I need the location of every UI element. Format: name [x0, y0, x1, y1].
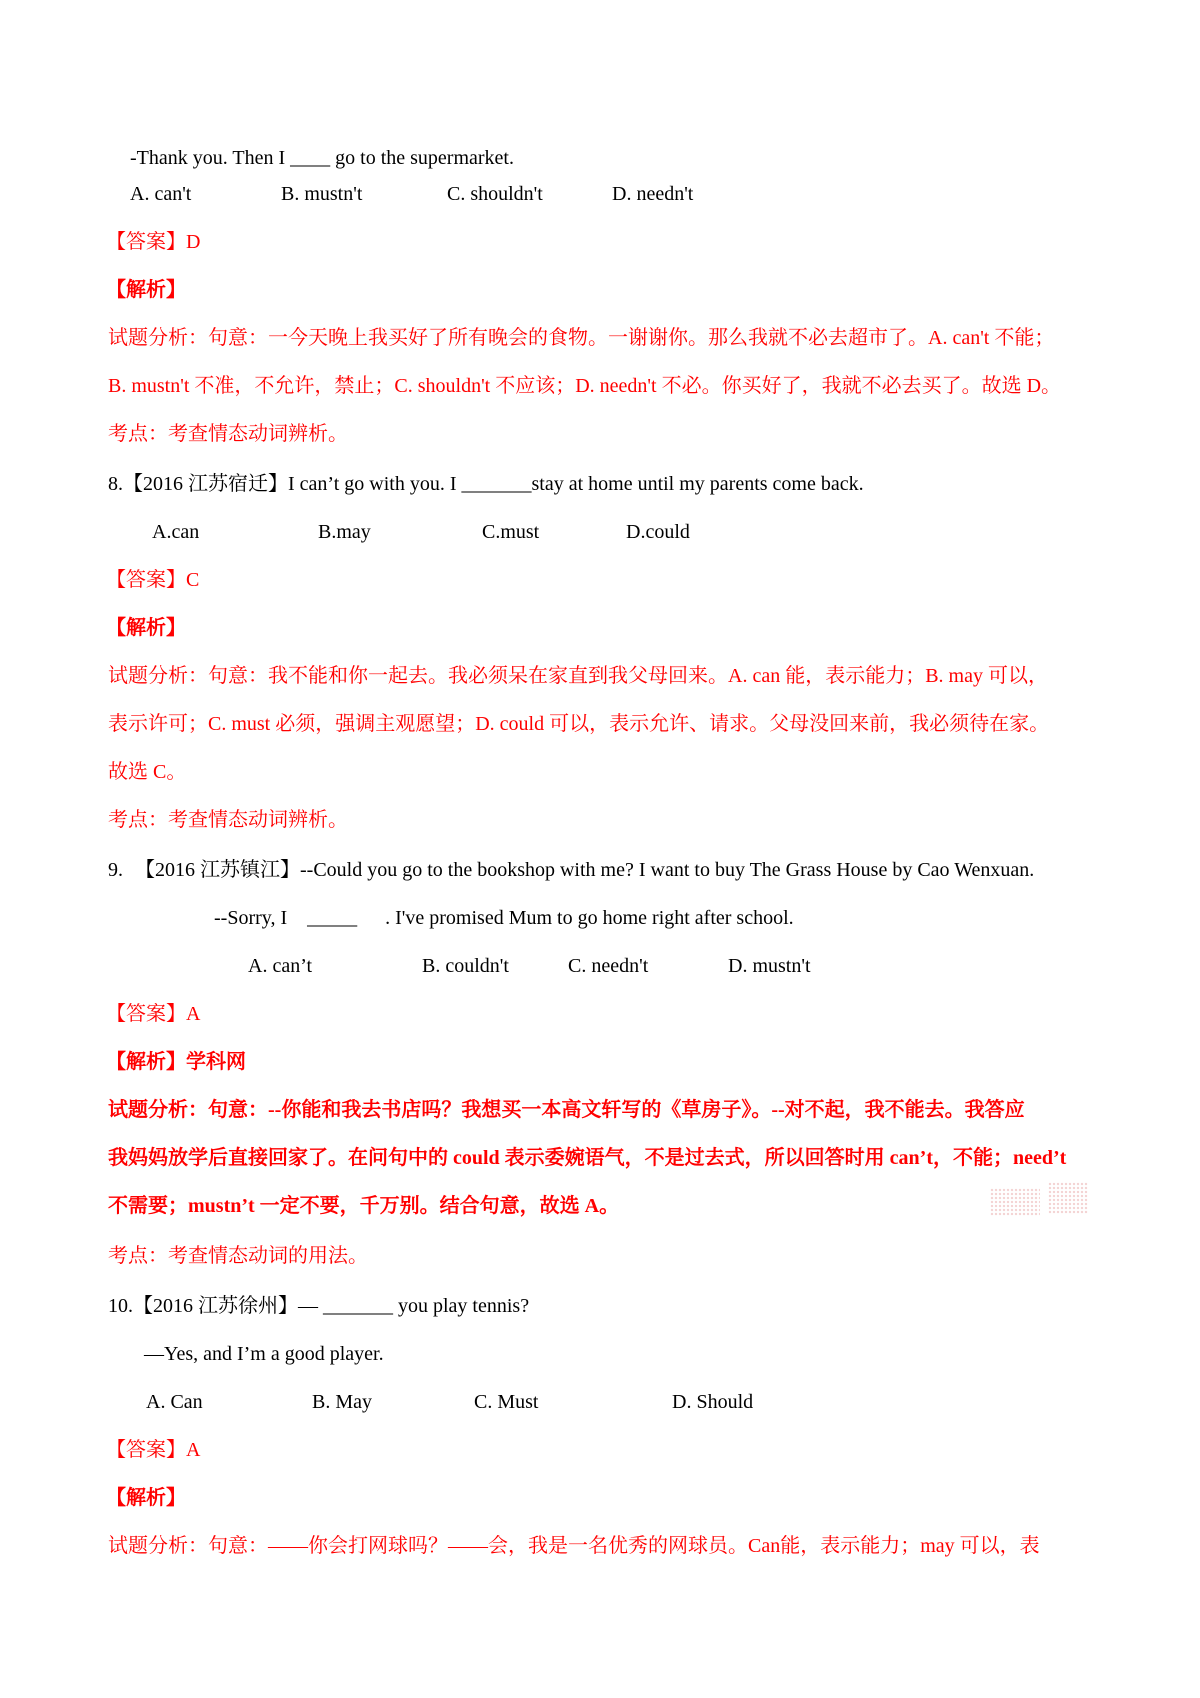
- q8-analysis-line-1: 试题分析：句意：我不能和你一起去。我必须呆在家直到我父母回来。A. can 能，表示能力；B. may 可以，: [108, 665, 1048, 687]
- q7-analysis-line-2: B. mustn't 不准，不允许，禁止；C. shouldn't 不应该；D. needn't 不必。你买好了，我就不必去买了。故选 D。: [108, 375, 1062, 397]
- q9-option-d: D. mustn't: [728, 955, 811, 977]
- analysis-label-suffix: 学科网: [186, 1051, 246, 1073]
- q7-point: 考点：考查情态动词辨析。: [108, 423, 348, 445]
- q9-analysis-line-2: 我妈妈放学后直接回家了。在问句中的 could 表示委婉语气，不是过去式，所以回答时用 can’t，不能；need’t: [108, 1147, 1067, 1169]
- q7-option-d: D. needn't: [612, 183, 694, 205]
- q9-stem-line: [108, 858, 1034, 882]
- watermark-pattern: [990, 1188, 1040, 1216]
- reply-end: . I've promised Mum to go home right after school.: [385, 907, 794, 929]
- q9-option-c: C. needn't: [568, 955, 649, 977]
- q9-analysis-line-1: 试题分析：句意：--你能和我去书店吗？我想买一本高文轩写的《草房子》。--对不起，我不能去。我答应: [108, 1099, 1025, 1121]
- reply-blank: _____: [307, 907, 358, 929]
- q8-answer: [106, 568, 199, 592]
- answer-value: D: [186, 231, 201, 253]
- question-source: 【2016 江苏徐州】: [133, 1295, 298, 1317]
- q9-analysis-line-3: 不需要；mustn’t 一定不要，千万别。结合句意，故选 A。: [108, 1195, 620, 1217]
- answer-label: 【答案】: [106, 1003, 186, 1025]
- q10-stem-line: [108, 1294, 529, 1318]
- question-stem: — _______ you play tennis?: [298, 1295, 530, 1317]
- question-stem: I can’t go with you. I _______stay at home until my parents come back.: [288, 473, 864, 495]
- question-stem: --Could you go to the bookshop with me? I want to buy The Grass House by Cao Wenxuan.: [300, 859, 1035, 881]
- q7-option-a: A. can't: [130, 183, 192, 205]
- answer-value: A: [186, 1439, 201, 1461]
- q7-answer: [106, 230, 200, 254]
- q10-option-c: C. Must: [474, 1391, 539, 1413]
- q7-option-c: C. shouldn't: [447, 183, 543, 205]
- q9-analysis-label: [106, 1050, 246, 1074]
- q10-analysis-line-1: 试题分析：句意：——你会打网球吗？——会，我是一名优秀的网球员。Can能，表示能力；may 可以，表: [108, 1535, 1040, 1557]
- answer-label: 【答案】: [106, 231, 186, 253]
- q9-option-a: A. can’t: [248, 955, 313, 977]
- q8-analysis-line-2: 表示许可；C. must 必须，强调主观愿望；D. could 可以，表示允许、请求。父母没回来前，我必须待在家。: [108, 713, 1050, 735]
- analysis-label-text: 【解析】: [106, 1051, 186, 1073]
- q10-answer: [106, 1438, 200, 1462]
- q7-analysis-line-1: 试题分析：句意：一今天晚上我买好了所有晚会的食物。一谢谢你。那么我就不必去超市了。A. can't 不能；: [108, 327, 1055, 349]
- q9-point: 考点：考查情态动词的用法。: [108, 1245, 368, 1267]
- q9-reply-line: [214, 906, 794, 930]
- q10-option-d: D. Should: [672, 1391, 754, 1413]
- answer-label: 【答案】: [106, 1439, 186, 1461]
- q9-option-b: B. couldn't: [422, 955, 509, 977]
- watermark-pattern: [1048, 1182, 1088, 1214]
- q10-option-b: B. May: [312, 1391, 372, 1413]
- q8-option-d: D.could: [626, 521, 690, 543]
- q8-option-a: A.can: [152, 521, 200, 543]
- question-number: 10.: [108, 1295, 133, 1317]
- q8-analysis-line-3: 故选 C。: [108, 761, 187, 783]
- q10-reply-line: —Yes, and I’m a good player.: [144, 1343, 384, 1365]
- reply-start: --Sorry, I: [214, 907, 288, 929]
- q10-option-a: A. Can: [146, 1391, 203, 1413]
- q7-option-b: B. mustn't: [281, 183, 363, 205]
- q10-analysis-label: 【解析】: [106, 1487, 186, 1509]
- question-number: 8.: [108, 473, 123, 495]
- q8-option-b: B.may: [318, 521, 371, 543]
- q8-point: 考点：考查情态动词辨析。: [108, 809, 348, 831]
- q8-option-c: C.must: [482, 521, 540, 543]
- q8-stem-line: [108, 472, 864, 496]
- q7-analysis-label: 【解析】: [106, 279, 186, 301]
- q9-answer: [106, 1002, 200, 1026]
- answer-label: 【答案】: [106, 569, 186, 591]
- question-source: 【2016 江苏宿迁】: [123, 473, 288, 495]
- question-number: 9.: [108, 859, 123, 881]
- answer-value: A: [186, 1003, 201, 1025]
- answer-value: C: [186, 569, 200, 591]
- q8-analysis-label: 【解析】: [106, 617, 186, 639]
- q7-dialogue-line: -Thank you. Then I ____ go to the supermarket.: [130, 147, 514, 169]
- question-source: 【2016 江苏镇江】: [135, 859, 300, 881]
